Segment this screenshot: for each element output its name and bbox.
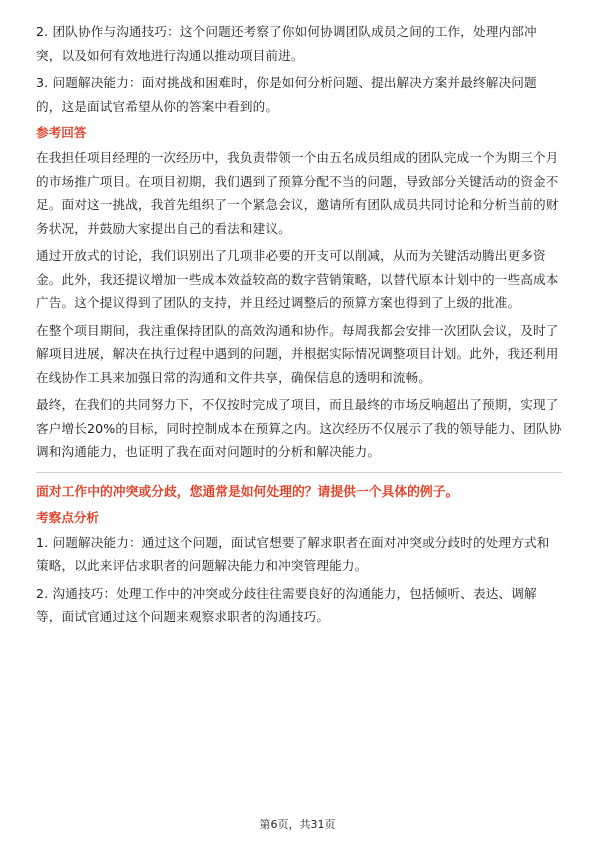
answer-paragraph: 在整个项目期间，我注重保持团队的高效沟通和协作。每周我都会安排一次团队会议，及时了解项目进展，解决在执行过程中遇到的问题，并根据实际情况调整项目计划。此外，我还利用在线协作工具来加强日常的沟通和文件共享，确保信息的透明和流畅。 <box>36 322 559 385</box>
section-divider <box>36 472 562 473</box>
answer-heading: 参考回答 <box>36 125 87 140</box>
document-page <box>36 20 562 633</box>
point-problem-solving: 3. 问题解决能力：面对挑战和困难时，你是如何分析问题、提出解决方案并最终解决问题的，这是面试官希望从你的答案中看到的。 <box>36 75 537 114</box>
answer-paragraph: 在我担任项目经理的一次经历中，我负责带领一个由五名成员组成的团队完成一个为期三个月的市场推广项目。在项目初期，我们遇到了预算分配不当的问题，导致部分关键活动的资金不足。面对这一挑战，我首先组织了一个紧急会议，邀请所有团队成员共同讨论和分析当前的财务状况，并鼓励大家提出自己的看法和建议。 <box>36 150 559 236</box>
point-team-collaboration: 2. 团队协作与沟通技巧：这个问题还考察了你如何协调团队成员之间的工作，处理内部冲突，以及如何有效地进行沟通以推动项目前进。 <box>36 24 537 63</box>
question-title: 面对工作中的冲突或分歧，您通常是如何处理的？请提供一个具体的例子。 <box>36 484 459 500</box>
answer-paragraph: 最终，在我们的共同努力下，不仅按时完成了项目，而且最终的市场反响超出了预期，实现了客户增长20%的目标，同时控制成本在预算之内。这次经历不仅展示了我的领导能力、团队协调和沟通能力，也证明了我在面对问题时的分析和解决能力。 <box>36 397 562 459</box>
answer-paragraph: 通过开放式的讨论，我们识别出了几项非必要的开支可以削减，从而为关键活动腾出更多资金。此外，我还提议增加一些成本效益较高的数字营销策略，以替代原本计划中的一些高成本广告。这个提议得到了团队的支持，并且经过调整后的预算方案也得到了上级的批准。 <box>36 248 559 310</box>
analysis-point: 2. 沟通技巧：处理工作中的冲突或分歧往往需要良好的沟通能力，包括倾听、表达、调解等，面试官通过这个问题来观察求职者的沟通技巧。 <box>36 585 537 624</box>
analysis-heading: 考察点分析 <box>36 509 99 525</box>
page-number: 第6页，共31页 <box>259 818 336 831</box>
analysis-point: 1. 问题解决能力：通过这个问题，面试官想要了解求职者在面对冲突或分歧时的处理方式和策略，以此来评估求职者的问题解决能力和冲突管理能力。 <box>36 534 550 573</box>
